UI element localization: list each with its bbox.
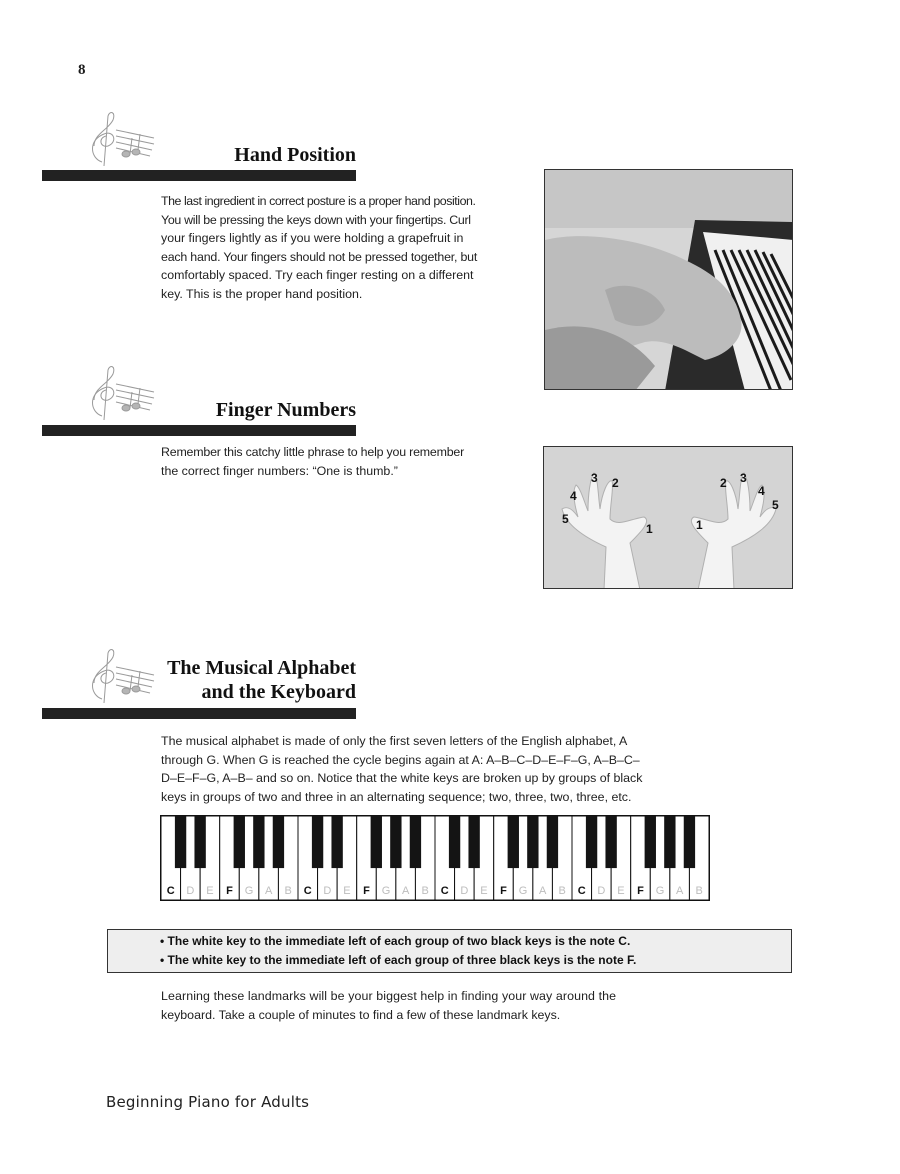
black-key — [645, 816, 656, 868]
key-label-f: F — [226, 885, 233, 897]
key-label-g: G — [518, 885, 528, 897]
black-key — [605, 816, 616, 868]
black-key — [508, 816, 519, 868]
black-key — [664, 816, 675, 868]
left-finger-3: 3 — [591, 471, 598, 485]
hand-position-text: The last ingredient in correct posture is a proper hand position. You will be pressing the keys down with your fingertips. Curl your fingers lightly as if you were holding a grapefruit in each hand. Your fingers should not be pressed together, but comfortably spaced. Try each finger resting on a different key. This is the proper hand position. — [161, 194, 478, 301]
heading-hand-position: Hand Position — [234, 144, 356, 166]
hand-position-photo — [544, 169, 793, 390]
landmark-callout — [107, 929, 792, 973]
left-finger-5: 5 — [562, 512, 569, 526]
heading-rule — [42, 170, 356, 181]
black-key — [684, 816, 695, 868]
key-label-d: D — [460, 885, 469, 897]
black-key — [331, 816, 342, 868]
key-label-f: F — [363, 885, 370, 897]
key-label-a: A — [538, 885, 547, 897]
black-key — [390, 816, 401, 868]
black-key — [468, 816, 479, 868]
left-finger-2: 2 — [612, 476, 619, 490]
key-label-f: F — [637, 885, 644, 897]
piano-keyboard-diagram — [160, 815, 710, 901]
key-label-e: E — [480, 885, 488, 897]
finger-numbers-photo — [543, 446, 793, 589]
key-label-e: E — [343, 885, 351, 897]
right-finger-5: 5 — [772, 498, 779, 512]
black-key — [273, 816, 284, 868]
black-key — [527, 816, 538, 868]
right-finger-3: 3 — [740, 471, 747, 485]
key-label-g: G — [381, 885, 391, 897]
key-label-e: E — [617, 885, 625, 897]
left-finger-4: 4 — [570, 489, 577, 503]
key-label-e: E — [206, 885, 214, 897]
page-number: 8 — [78, 62, 86, 78]
black-key — [175, 816, 186, 868]
key-label-b: B — [695, 885, 703, 897]
musical-alphabet-text: The musical alphabet is made of only the first seven letters of the English alphabet, A through G. When G is reached the cycle begins again at A: A–B–C–D–E–F–G, A–B–C– D–E–F–G, A–B– and so on. Notice that the white keys are broken up by groups of black keys in groups of two and three in an alternating sequence; two, three, two, three, etc. — [161, 734, 643, 804]
key-label-d: D — [597, 885, 606, 897]
key-label-b: B — [558, 885, 566, 897]
black-key — [312, 816, 323, 868]
treble-clef-icon — [80, 110, 160, 168]
black-key — [253, 816, 264, 868]
black-key — [234, 816, 245, 868]
treble-clef-icon — [80, 364, 160, 422]
heading-finger-numbers: Finger Numbers — [215, 399, 356, 421]
page-footer: Beginning Piano for Adults — [106, 1093, 310, 1111]
heading-rule — [42, 425, 356, 436]
key-label-a: A — [264, 885, 273, 897]
callout-line-f: • The white key to the immediate left of each group of three black keys is the note F. — [160, 953, 637, 967]
key-label-g: G — [655, 885, 665, 897]
right-finger-2: 2 — [720, 476, 727, 490]
key-label-f: F — [500, 885, 507, 897]
key-label-a: A — [401, 885, 410, 897]
key-label-b: B — [284, 885, 292, 897]
finger-numbers-text: Remember this catchy little phrase to help you remember the correct finger numbers: “One is thumb.” — [161, 445, 465, 478]
key-label-a: A — [675, 885, 684, 897]
closing-text: Learning these landmarks will be your biggest help in finding your way around the keyboard. Take a couple of minutes to find a few of these landmark keys. — [161, 989, 617, 1022]
heading-rule — [42, 708, 356, 719]
black-key — [371, 816, 382, 868]
black-key — [547, 816, 558, 868]
key-label-b: B — [421, 885, 429, 897]
left-finger-1: 1 — [646, 522, 653, 536]
key-label-c: C — [166, 885, 175, 897]
black-key — [586, 816, 597, 868]
key-label-c: C — [577, 885, 586, 897]
key-label-c: C — [440, 885, 449, 897]
key-label-d: D — [186, 885, 195, 897]
right-finger-1: 1 — [696, 518, 703, 532]
key-label-d: D — [323, 885, 332, 897]
callout-line-c: • The white key to the immediate left of each group of two black keys is the note C. — [160, 934, 631, 948]
black-key — [449, 816, 460, 868]
heading-musical-alphabet: The Musical Alphabet and the Keyboard — [167, 657, 356, 703]
key-label-g: G — [244, 885, 254, 897]
right-finger-4: 4 — [758, 484, 765, 498]
key-label-c: C — [303, 885, 312, 897]
black-key — [410, 816, 421, 868]
black-key — [194, 816, 205, 868]
